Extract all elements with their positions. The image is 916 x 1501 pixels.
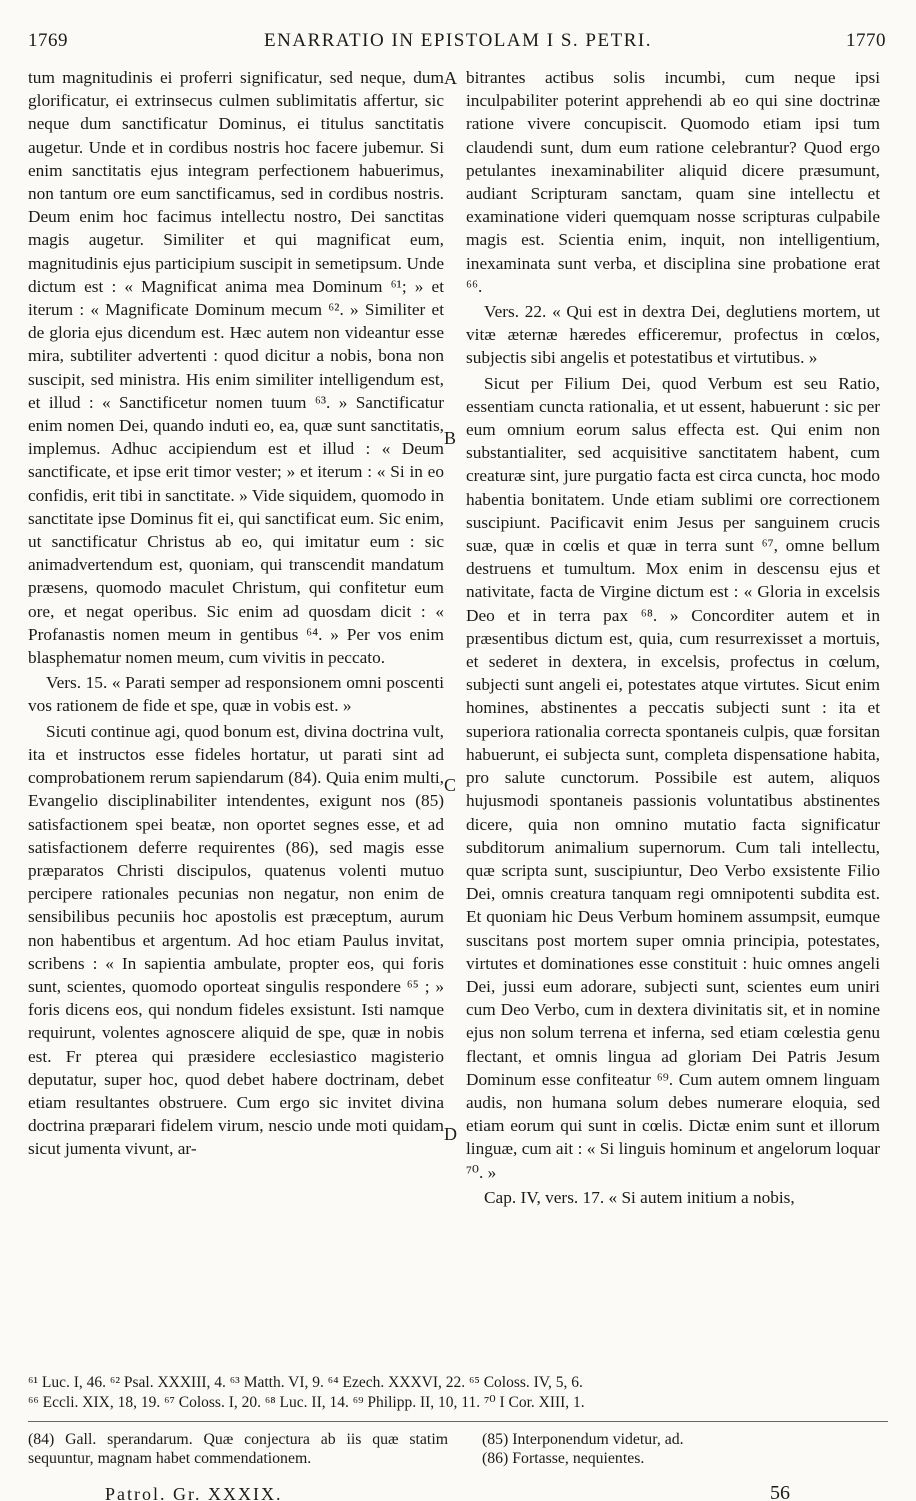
editorial-note-85: (85) Interponendum videtur, ad. xyxy=(482,1431,684,1448)
footnote-line: ⁶⁶ Eccli. XIX, 18, 19. ⁶⁷ Coloss. I, 20. ⁶⁸ Luc. II, 14. ⁶⁹ Philipp. II, 10, 11. ⁷⁰ I Cor. XIII, 1. xyxy=(28,1394,585,1411)
scripture-footnotes xyxy=(28,1373,888,1413)
page-number-left: 1769 xyxy=(28,30,68,51)
running-title: ENARRATIO IN EPISTOLAM I S. PETRI. xyxy=(264,30,652,51)
margin-letter-d: D xyxy=(444,1124,457,1144)
footnote-line: ⁶¹ Luc. I, 46. ⁶² Psal. XXXIII, 4. ⁶³ Matth. VI, 9. ⁶⁴ Ezech. XXXVI, 22. ⁶⁵ Coloss. IV, 5, 6. xyxy=(28,1374,583,1391)
editorial-note-86: (86) Fortasse, nequientes. xyxy=(482,1450,645,1467)
volume-signature: Patrol. Gr. XXXIX. xyxy=(105,1484,283,1501)
chapter-heading: Cap. IV, vers. 17. « Si autem initium a nobis, xyxy=(484,1187,795,1207)
footnote-divider xyxy=(28,1421,888,1422)
margin-letter-b: B xyxy=(444,428,457,448)
paragraph: Sicuti continue agi, quod bonum est, divina doctrina vult, ita et instructos esse fideles hortatur, ut parati sint ad comprobationem rerum sapiendarum (84). Quia enim multi, Evangelio disciplinabiliter intendentes, exigunt nos (85) satisfactionem spei beatæ, non oportet segnes esse, et ad satisfactionem deferre requirentes (86), sed magis esse præparatos Christi discipulos, quatenus volenti mutuo percipere rationales pecunias non negatur, non enim de sensibilibus pecuniis hoc apostolis est præceptum, aurum non habentibus et argentum. Ad hoc etiam Paulus invitat, scribens : « In sapientia ambulate, propter eos, qui foris sunt, scientes, quomodo oporteat singulis respondere ⁶⁵ ; » foris dicens eos, qui nondum fideles exsistunt. Isti namque requirunt, volentes agnoscere aliquid de spe, quæ in nobis est. Fr pterea qui præsidere ecclesiastico magisterio deputatur, super hoc, quod debet habere doctrinam, debet etiam resultantes obstruere. Cum ergo sic invitet divina doctrina præparari fidelem virum, nescio unde moti quidam sicut jumenta vivunt, ar- xyxy=(28,721,444,1159)
verse-heading: Vers. 22. « Qui est in dextra Dei, deglutiens mortem, ut vitæ æternæ hæredes efficeremur, profectus in cœlos, subjectis sibi angelis et potestatibus et virtutibus. » xyxy=(466,302,880,368)
sheet-number: 56 xyxy=(770,1484,790,1501)
editorial-notes-right xyxy=(482,1430,882,1468)
running-header xyxy=(0,30,916,60)
margin-letter-c: C xyxy=(444,775,457,795)
page-footer xyxy=(0,1484,916,1501)
paragraph: Sicut per Filium Dei, quod Verbum est seu Ratio, essentiam cuncta rationalia, et ut essent, habuerunt : sic per eum omnium eorum salus effecta est. Qui enim non substantialiter, sed acquisitive sanctitatem habent, cum creaturæ sint, jure purgatio facta est circa cuncta, hoc modo habentia bonitatem. Unde etiam sublimi ore correctionem suscipiunt. Pacificavit enim Jesus per sanguinem crucis suæ, quæ in cœlis et quæ in terra sunt ⁶⁷, omne bellum destruens et tumultum. Mox enim in descensu ejus et nativitate, facta de Virgine dictum est : « Gloria in excelsis Deo et in terra pax ⁶⁸. » Concorditer autem et in præsentibus dictum est, quia, cum resurrexisset a mortuis, et sederet in dextera, in excelsis, profectus in cœlum, subjecti sunt angeli ei, potestates atque virtutes. Sicut enim homines, abstinentes a peccatis subjecti sunt : ita et superiora rationalia correcta spontaneis culpis, quæ forsitan habuerunt, ei subjecta sunt, completa dispensatione habita, pro salute cunctorum. Possibile est autem, aliquos hujusmodi spontaneis passionis voluntatibus abstinentes dicere, quia non omnino mutatio facta significatur subditorum animalium supernorum. Cum tali intellectu, quæ scripta sunt, suscipiuntur, Deo Verbo exsistente Filio Dei, omnis creatura tanquam regi omnipotenti subdita est. Et quoniam hic Deus Verbum hominem assumpsit, eumque suscitans post mortem super omnia principia, potestates, virtutes et dominationes esse constituit : huic omnes angeli Dei, jussi eum adorare, subjecti sunt, scientes eum uniri cum Deo Verbo, cum in dextera divinitatis sit, et in nomine ejus non solum terrena et inferna, sed etiam cœlestia genu flectant, et omnis lingua ad gloriam Dei Patris Jesum Dominum esse confiteatur ⁶⁹. Cum autem omnem linguam audis, non humana solum debes numerare eloquia, sed etiam eorum qui sunt in cœlis. Dictæ enim sunt et illorum linguæ, cum ait : « Si linguis hominum et angelorum loquar ⁷⁰. » xyxy=(466,373,880,1182)
verse-heading: Vers. 15. « Parati semper ad responsionem omni poscenti vos rationem de fide et spe, quæ in vobis est. » xyxy=(28,673,444,716)
editorial-note-84: (84) Gall. sperandarum. Quæ conjectura ab iis quæ statim sequuntur, magnam habet commendationem. xyxy=(28,1431,448,1467)
paragraph: tum magnitudinis ei proferri significatur, sed neque, dum glorificatur, ei extrinsecus culmen sublimitatis affertur, sic neque dum sanctificatur Dominus, ei titulus sanctitatis augetur. Unde et in cordibus nostris hoc facere jubemur. Si enim sanctitatis ejus integram perfectionem habuerimus, non tantum ore eum sanctificamus, sed in cordibus nostris. Deum enim hoc facimus intellectu nostro, Dei sanctitas magis augetur. Similiter et qui magnificat eum, magnitudinis ejus participium suscipit in semetipsum. Unde dictum est : « Magnificat anima mea Dominum ⁶¹; » et iterum : « Magnificate Dominum mecum ⁶². » Similiter et de gloria ejus dicendum est. Hæc autem non videantur esse mira, subtiliter advertenti : quod dicitur a nobis, bona non suscipit, sed ministra. His enim similiter intelligendum est, et illud : « Sanctificetur nomen tuum ⁶³. » Sanctificatur enim nomen Dei, quando induti eo, ea, quæ sunt sanctitatis, implemus. Adhuc accipiendum est et illud : « Deum sanctificate, et ipse erit timor vester; » et iterum : « Si in eo confidis, erit tibi in sanctitate. » Vide siquidem, quomodo in sanctitate ipse Dominus fit ei, qui sanctificat eum. Sic enim, ut sanctificatur Christus ab eo, qui imitatur eum : sic animadvertendum est, quoniam, qui transcendit mandatum præsens, quomodo maculet Christum, qui confitetur eum ore, et negat operibus. Sic enim ad quosdam dicit : « Profanastis nomen meum in gentibus ⁶⁴. » Per vos enim blasphematur nomen meum, cum vivitis in peccato. xyxy=(28,68,444,668)
page-number-right: 1770 xyxy=(846,30,886,51)
paragraph: bitrantes actibus solis incumbi, cum neque ipsi inculpabiliter poterint apprehendi ab eo qui sine doctrinæ ratione vivere concupiscit. Quomodo etiam ipsi tum claudendi sunt, dum eum ratione celebrantur? Quod ergo petulantes inexaminabiliter aliquid dicere præsumunt, audiant Scripturam sanctam, quam sine intellectu et examinatione videri quemquam nosse scripturas culpabile magis est. Scientia enim, inquit, non intelligentium, inexaminata sunt verba, et disciplina sine probatione erat ⁶⁶. xyxy=(466,68,880,296)
left-column xyxy=(28,66,444,1161)
right-column xyxy=(466,66,880,1209)
margin-letter-a: A xyxy=(444,68,457,88)
